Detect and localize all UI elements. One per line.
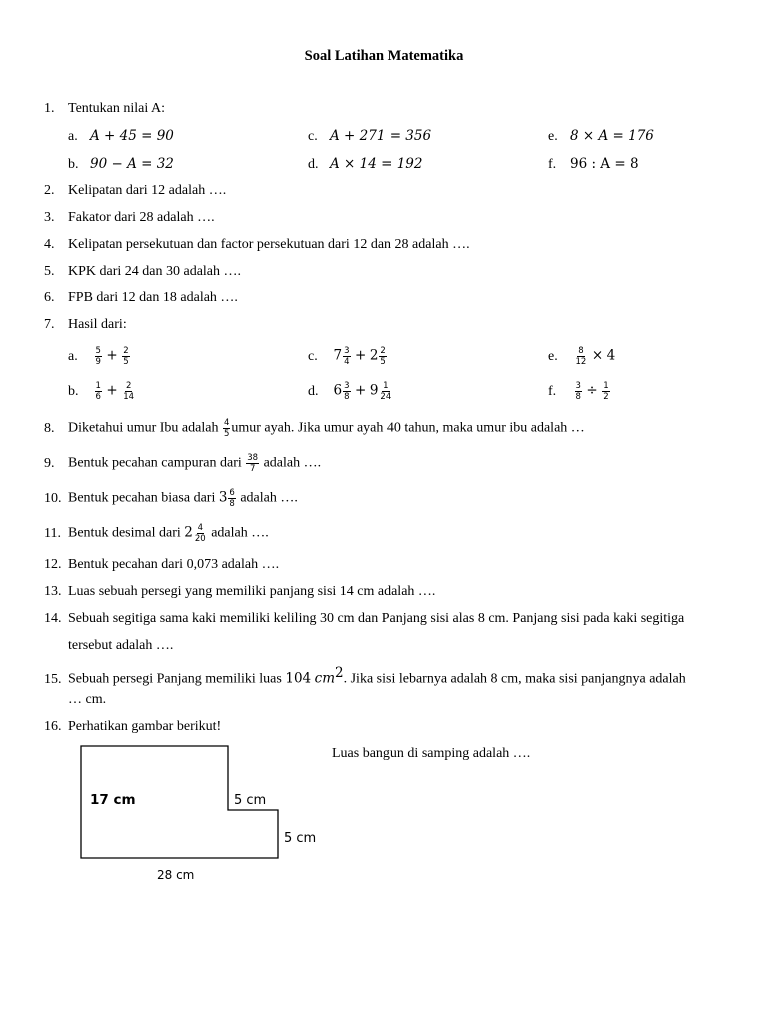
page-title: Soal Latihan Matematika bbox=[304, 48, 464, 64]
q1-option-a: a. A + 45 = 90 bbox=[68, 128, 174, 144]
question-3: 3. Fakator dari 28 adalah …. bbox=[44, 210, 215, 225]
question-13: 13. Luas sebuah persegi yang memiliki panjang sisi 14 cm adalah …. bbox=[44, 584, 436, 599]
question-6: 6. FPB dari 12 dan 18 adalah …. bbox=[44, 290, 238, 305]
q1-option-c: c. A + 271 = 356 bbox=[308, 128, 432, 144]
q7-option-b: b. $\frac{1}{6}$ + $\frac{2}{14}$ bbox=[68, 381, 135, 402]
question-16-side-text: Luas bangun di samping adalah …. bbox=[332, 746, 531, 761]
question-2: 2. Kelipatan dari 12 adalah …. bbox=[44, 183, 227, 198]
label-5-cm-side: 5 cm bbox=[284, 831, 317, 846]
question-16: 16. Perhatikan gambar berikut! bbox=[44, 719, 222, 734]
l-shape-outline bbox=[81, 746, 278, 858]
question-9: 9. Bentuk pecahan campuran dari $\frac{38}{7}$ adalah …. bbox=[44, 453, 322, 474]
fraction: $\frac{3}{8}$ bbox=[344, 381, 350, 402]
question-14: 14. Sebuah segitiga sama kaki memiliki keliling 30 cm dan Panjang sisi alas 8 cm. Panjang sisi pada kaki segitiga bbox=[44, 611, 685, 626]
question-1: 1. Tentukan nilai A: bbox=[44, 101, 166, 116]
q7-option-d: d. 6 $\frac{3}{8}$ + 9 $\frac{1}{24}$ bbox=[308, 381, 392, 402]
fraction: $\frac{1}{6}$ bbox=[95, 381, 101, 402]
fraction: $\frac{2}{5}$ bbox=[380, 346, 386, 367]
q7-option-c: c. 7 $\frac{3}{4}$ + 2 $\frac{2}{5}$ bbox=[308, 346, 386, 367]
q1-option-f: f. 96 : A = 8 bbox=[548, 156, 639, 172]
fraction: $\frac{5}{9}$ bbox=[95, 346, 101, 367]
q1-option-b: b. 90 − A = 32 bbox=[68, 156, 174, 172]
question-15-continued: … cm. bbox=[68, 692, 107, 707]
fraction: $\frac{3}{4}$ bbox=[344, 346, 350, 367]
q7-option-a: a. $\frac{5}{9}$ + $\frac{2}{5}$ bbox=[68, 346, 129, 367]
question-7: 7. Hasil dari: bbox=[44, 317, 127, 332]
fraction: $\frac{38}{7}$ bbox=[247, 453, 259, 474]
fraction: $\frac{4}{20}$ bbox=[194, 523, 206, 544]
fraction: $\frac{2}{14}$ bbox=[123, 381, 135, 402]
question-5: 5. KPK dari 24 dan 30 adalah …. bbox=[44, 264, 242, 279]
label-5-cm-top: 5 cm bbox=[234, 793, 267, 808]
question-11: 11. Bentuk desimal dari 2 $\frac{4}{20}$ adalah …. bbox=[44, 523, 269, 544]
question-15: 15. Sebuah persegi Panjang memiliki luas 104 $cm^2$. Jika sisi lebarnya adalah 8 cm, maka sisi panjangnya adalah bbox=[44, 665, 686, 687]
question-14-continued: tersebut adalah …. bbox=[68, 638, 174, 653]
fraction: $\frac{1}{24}$ bbox=[380, 381, 392, 402]
q7-option-e: e. $\frac{8}{12}$ × 4 bbox=[548, 346, 616, 367]
fraction: $\frac{8}{12}$ bbox=[575, 346, 587, 367]
question-4: 4. Kelipatan persekutuan dan factor persekutuan dari 12 dan 28 adalah …. bbox=[44, 237, 470, 252]
label-17-cm: 17 cm bbox=[90, 792, 136, 808]
fraction: $\frac{6}{8}$ bbox=[229, 488, 235, 509]
question-8: 8. Diketahui umur Ibu adalah $\frac{4}{5}$ umur ayah. Jika umur ayah 40 tahun, maka umur ibu adalah … bbox=[44, 418, 585, 439]
fraction: $\frac{3}{8}$ bbox=[575, 381, 581, 402]
q7-option-f: f. $\frac{3}{8}$ ÷ $\frac{1}{2}$ bbox=[548, 381, 609, 402]
q1-option-e: e. 8 × A = 176 bbox=[548, 128, 654, 144]
question-10: 10. Bentuk pecahan biasa dari 3 $\frac{6}{8}$ adalah …. bbox=[44, 488, 298, 509]
label-28-cm: 28 cm bbox=[157, 868, 195, 882]
fraction: $\frac{2}{5}$ bbox=[123, 346, 129, 367]
question-12: 12. Bentuk pecahan dari 0,073 adalah …. bbox=[44, 557, 280, 572]
q1-option-d: d. A × 14 = 192 bbox=[308, 156, 423, 172]
fraction: $\frac{1}{2}$ bbox=[603, 381, 609, 402]
fraction: $\frac{4}{5}$ bbox=[223, 418, 230, 439]
